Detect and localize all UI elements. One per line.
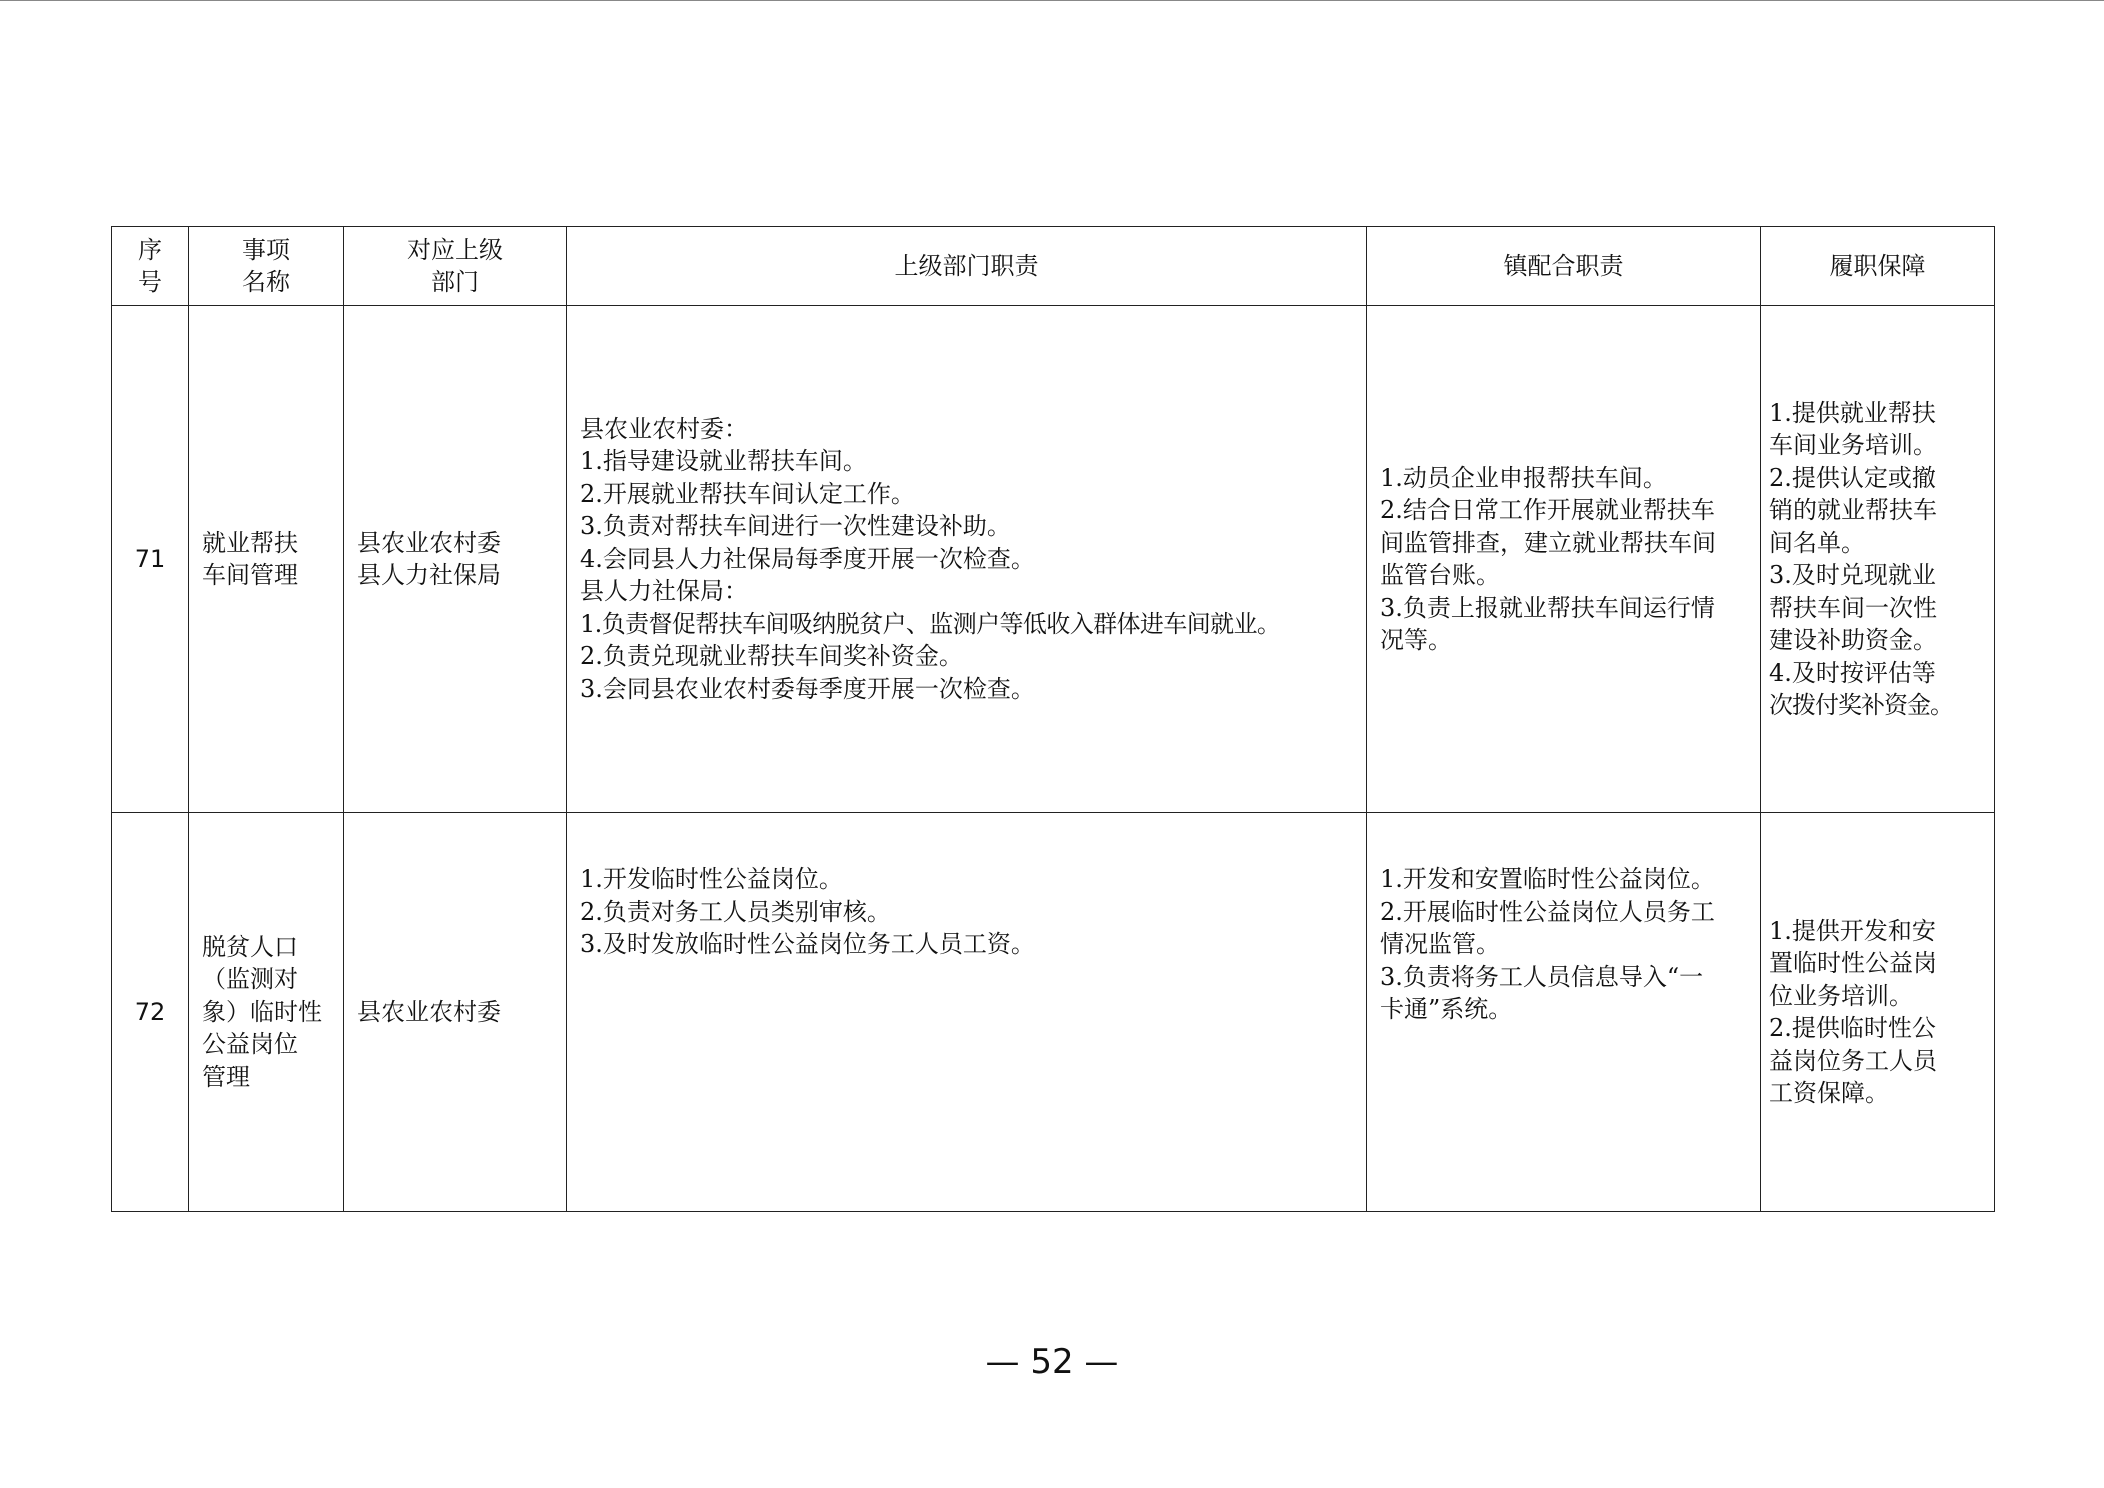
row-number: 72 (112, 813, 189, 1212)
page-number: — 52 — (985, 1342, 1119, 1382)
header-item-name: 事项 名称 (189, 227, 344, 306)
duty-table (111, 226, 1995, 1212)
upper-dept-cell: 县农业农村委 县人力社保局 (344, 306, 567, 813)
table-header-row (112, 227, 1995, 306)
table-row (112, 306, 1995, 813)
header-guarantee: 履职保障 (1761, 227, 1995, 306)
header-upper-dept: 对应上级 部门 (344, 227, 567, 306)
page-top-border (0, 0, 2104, 1)
header-upper-duties: 上级部门职责 (567, 227, 1367, 306)
town-duties-cell: 1.开发和安置临时性公益岗位。 2.开展临时性公益岗位人员务工 情况监管。 3.负责将务工人员信息导入“一 卡通”系统。 (1367, 813, 1761, 1212)
guarantee-cell: 1.提供就业帮扶 车间业务培训。 2.提供认定或撤 销的就业帮扶车 间名单。 3.及时兑现就业 帮扶车间一次性 建设补助资金。 4.及时按评估等 次拨付奖补资金。 (1761, 306, 1995, 813)
header-no: 序 号 (112, 227, 189, 306)
upper-duties-cell: 1.开发临时性公益岗位。 2.负责对务工人员类别审核。 3.及时发放临时性公益岗位务工人员工资。 (567, 813, 1367, 1212)
row-number: 71 (112, 306, 189, 813)
table-row (112, 813, 1995, 1212)
item-name-cell: 就业帮扶 车间管理 (189, 306, 344, 813)
upper-duties-cell: 县农业农村委： 1.指导建设就业帮扶车间。 2.开展就业帮扶车间认定工作。 3.负责对帮扶车间进行一次性建设补助。 4.会同县人力社保局每季度开展一次检查。 县人力社保局： 1.负责督促帮扶车间吸纳脱贫户、监测户等低收入群体进车间就业。 2.负责兑现就业帮扶车间奖补资金。 3.会同县农业农村委每季度开展一次检查。 (567, 306, 1367, 813)
town-duties-cell: 1.动员企业申报帮扶车间。 2.结合日常工作开展就业帮扶车 间监管排查，建立就业帮扶车间 监管台账。 3.负责上报就业帮扶车间运行情 况等。 (1367, 306, 1761, 813)
upper-dept-cell: 县农业农村委 (344, 813, 567, 1212)
guarantee-cell: 1.提供开发和安 置临时性公益岗 位业务培训。 2.提供临时性公 益岗位务工人员 工资保障。 (1761, 813, 1995, 1212)
item-name-cell: 脱贫人口 （监测对 象）临时性 公益岗位 管理 (189, 813, 344, 1212)
header-town-duties: 镇配合职责 (1367, 227, 1761, 306)
